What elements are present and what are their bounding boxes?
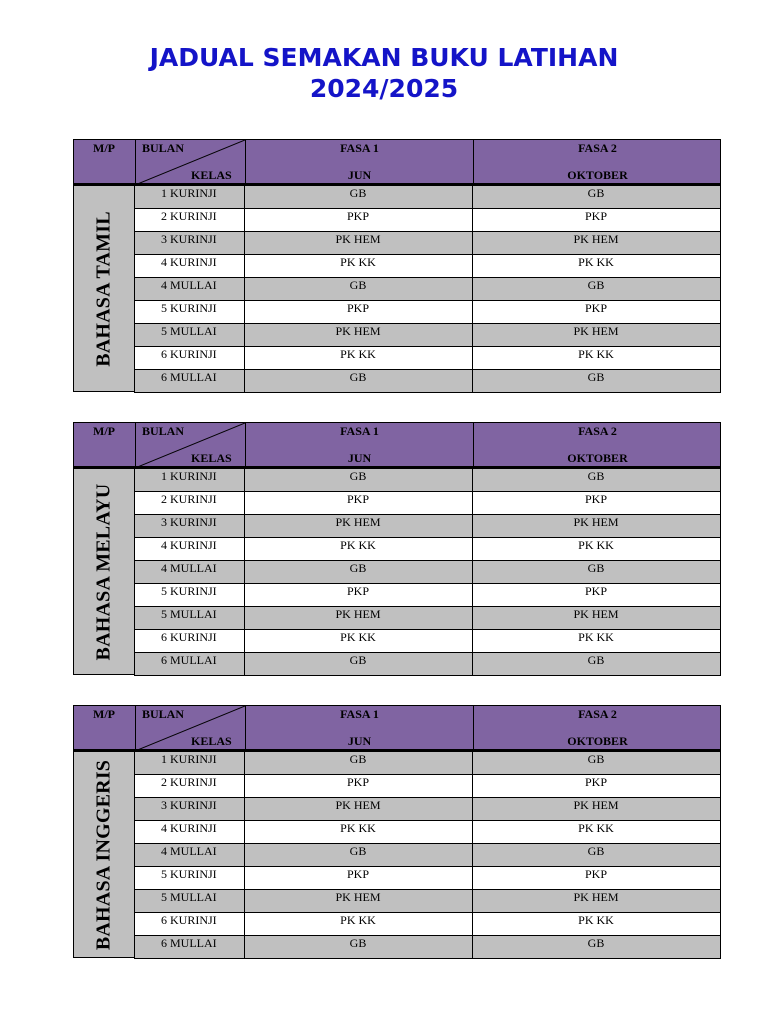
fasa1-cell: PKP bbox=[244, 867, 473, 890]
kelas-cell: 6 MULLAI bbox=[134, 936, 245, 959]
fasa2-cell: GB bbox=[472, 186, 721, 209]
fasa2-cell: PKP bbox=[472, 584, 721, 607]
fasa2-cell: PKP bbox=[472, 209, 721, 232]
table-row bbox=[134, 798, 721, 821]
header-kelas-label: KELAS bbox=[191, 168, 232, 182]
table-row bbox=[134, 913, 721, 936]
table-header bbox=[73, 422, 721, 467]
header-mp-label: M/P bbox=[93, 424, 115, 438]
fasa1-cell: PK KK bbox=[244, 255, 473, 278]
fasa1-cell: PK KK bbox=[244, 630, 473, 653]
table-row bbox=[134, 492, 721, 515]
fasa2-cell: PK HEM bbox=[472, 324, 721, 347]
subject-cell bbox=[73, 469, 135, 675]
subject-label: BAHASA MELAYU bbox=[92, 483, 115, 660]
header-bulan-label: BULAN bbox=[142, 707, 185, 721]
page-subtitle-year: 2024/2025 bbox=[309, 74, 459, 103]
fasa1-cell: GB bbox=[244, 186, 473, 209]
header-fasa2-month: OKTOBER bbox=[567, 168, 628, 182]
table-header bbox=[73, 139, 721, 184]
table-row bbox=[134, 278, 721, 301]
fasa1-cell: PK KK bbox=[244, 347, 473, 370]
kelas-cell: 4 KURINJI bbox=[134, 538, 245, 561]
fasa1-cell: GB bbox=[244, 844, 473, 867]
table-row bbox=[134, 867, 721, 890]
table-body bbox=[134, 186, 721, 393]
table-body bbox=[134, 469, 721, 676]
fasa1-cell: PK HEM bbox=[244, 890, 473, 913]
fasa1-cell: GB bbox=[244, 752, 473, 775]
kelas-cell: 4 KURINJI bbox=[134, 255, 245, 278]
fasa2-cell: GB bbox=[472, 278, 721, 301]
fasa1-cell: PK KK bbox=[244, 821, 473, 844]
fasa2-cell: GB bbox=[472, 752, 721, 775]
fasa2-cell: PK HEM bbox=[472, 515, 721, 538]
kelas-cell: 6 KURINJI bbox=[134, 347, 245, 370]
kelas-cell: 4 MULLAI bbox=[134, 561, 245, 584]
fasa2-cell: PK KK bbox=[472, 347, 721, 370]
fasa2-cell: GB bbox=[472, 653, 721, 676]
fasa2-cell: GB bbox=[472, 936, 721, 959]
table-row bbox=[134, 515, 721, 538]
fasa2-cell: PKP bbox=[472, 301, 721, 324]
table-row bbox=[134, 209, 721, 232]
kelas-cell: 4 MULLAI bbox=[134, 844, 245, 867]
header-fasa1-label: FASA 1 bbox=[340, 141, 379, 155]
table-row bbox=[134, 538, 721, 561]
fasa1-cell: PK HEM bbox=[244, 798, 473, 821]
kelas-cell: 5 KURINJI bbox=[134, 867, 245, 890]
header-bulan-label: BULAN bbox=[142, 424, 185, 438]
table-body bbox=[134, 752, 721, 959]
kelas-cell: 6 MULLAI bbox=[134, 370, 245, 393]
header-fasa2-label: FASA 2 bbox=[578, 141, 617, 155]
fasa2-cell: GB bbox=[472, 370, 721, 393]
header-kelas-label: KELAS bbox=[191, 734, 232, 748]
subject-label: BAHASA INGGERIS bbox=[92, 759, 115, 950]
fasa1-cell: GB bbox=[244, 469, 473, 492]
kelas-cell: 1 KURINJI bbox=[134, 186, 245, 209]
table-row bbox=[134, 584, 721, 607]
kelas-cell: 5 MULLAI bbox=[134, 607, 245, 630]
table-row bbox=[134, 561, 721, 584]
table-row bbox=[134, 232, 721, 255]
fasa2-cell: PK KK bbox=[472, 821, 721, 844]
subject-cell bbox=[73, 186, 135, 392]
header-fasa2-label: FASA 2 bbox=[578, 707, 617, 721]
fasa2-cell: PK KK bbox=[472, 538, 721, 561]
header-mp-label: M/P bbox=[93, 141, 115, 155]
header-fasa1-month: JUN bbox=[347, 168, 372, 182]
subject-cell bbox=[73, 752, 135, 958]
fasa1-cell: PKP bbox=[244, 209, 473, 232]
header-bulan-label: BULAN bbox=[142, 141, 185, 155]
kelas-cell: 6 KURINJI bbox=[134, 913, 245, 936]
fasa1-cell: PK KK bbox=[244, 913, 473, 936]
kelas-cell: 1 KURINJI bbox=[134, 752, 245, 775]
fasa1-cell: PKP bbox=[244, 301, 473, 324]
table-row bbox=[134, 936, 721, 959]
kelas-cell: 5 KURINJI bbox=[134, 584, 245, 607]
fasa1-cell: GB bbox=[244, 561, 473, 584]
header-fasa1-label: FASA 1 bbox=[340, 707, 379, 721]
table-row bbox=[134, 324, 721, 347]
fasa1-cell: PK HEM bbox=[244, 232, 473, 255]
header-fasa1-month: JUN bbox=[347, 734, 372, 748]
fasa2-cell: PK KK bbox=[472, 630, 721, 653]
fasa1-cell: GB bbox=[244, 278, 473, 301]
subject-label: BAHASA TAMIL bbox=[92, 210, 115, 367]
table-row bbox=[134, 301, 721, 324]
fasa2-cell: PK KK bbox=[472, 255, 721, 278]
fasa1-cell: PK HEM bbox=[244, 607, 473, 630]
fasa1-cell: PK HEM bbox=[244, 515, 473, 538]
kelas-cell: 5 KURINJI bbox=[134, 301, 245, 324]
fasa1-cell: GB bbox=[244, 370, 473, 393]
kelas-cell: 2 KURINJI bbox=[134, 492, 245, 515]
kelas-cell: 3 KURINJI bbox=[134, 515, 245, 538]
kelas-cell: 6 KURINJI bbox=[134, 630, 245, 653]
fasa2-cell: PK KK bbox=[472, 913, 721, 936]
fasa2-cell: PK HEM bbox=[472, 890, 721, 913]
fasa2-cell: PKP bbox=[472, 492, 721, 515]
kelas-cell: 3 KURINJI bbox=[134, 232, 245, 255]
fasa1-cell: PKP bbox=[244, 775, 473, 798]
table-row bbox=[134, 607, 721, 630]
header-fasa2-month: OKTOBER bbox=[567, 451, 628, 465]
schedule-table bbox=[73, 139, 721, 392]
fasa1-cell: GB bbox=[244, 936, 473, 959]
table-row bbox=[134, 653, 721, 676]
table-row bbox=[134, 186, 721, 209]
fasa1-cell: PKP bbox=[244, 584, 473, 607]
kelas-cell: 6 MULLAI bbox=[134, 653, 245, 676]
table-row bbox=[134, 844, 721, 867]
fasa1-cell: GB bbox=[244, 653, 473, 676]
table-row bbox=[134, 255, 721, 278]
header-fasa2-month: OKTOBER bbox=[567, 734, 628, 748]
kelas-cell: 2 KURINJI bbox=[134, 209, 245, 232]
table-header bbox=[73, 705, 721, 750]
page-title: JADUAL SEMAKAN BUKU LATIHAN bbox=[149, 43, 619, 72]
table-row bbox=[134, 890, 721, 913]
kelas-cell: 5 MULLAI bbox=[134, 890, 245, 913]
fasa1-cell: PK HEM bbox=[244, 324, 473, 347]
fasa2-cell: GB bbox=[472, 561, 721, 584]
table-row bbox=[134, 752, 721, 775]
header-fasa2-label: FASA 2 bbox=[578, 424, 617, 438]
fasa2-cell: PK HEM bbox=[472, 798, 721, 821]
fasa2-cell: GB bbox=[472, 469, 721, 492]
kelas-cell: 3 KURINJI bbox=[134, 798, 245, 821]
table-row bbox=[134, 347, 721, 370]
schedule-table bbox=[73, 422, 721, 675]
fasa2-cell: PKP bbox=[472, 775, 721, 798]
fasa2-cell: PK HEM bbox=[472, 607, 721, 630]
kelas-cell: 2 KURINJI bbox=[134, 775, 245, 798]
table-row bbox=[134, 630, 721, 653]
table-row bbox=[134, 775, 721, 798]
schedule-table bbox=[73, 705, 721, 958]
kelas-cell: 4 KURINJI bbox=[134, 821, 245, 844]
table-row bbox=[134, 469, 721, 492]
header-fasa1-label: FASA 1 bbox=[340, 424, 379, 438]
header-fasa1-month: JUN bbox=[347, 451, 372, 465]
fasa1-cell: PK KK bbox=[244, 538, 473, 561]
kelas-cell: 4 MULLAI bbox=[134, 278, 245, 301]
table-row bbox=[134, 821, 721, 844]
kelas-cell: 5 MULLAI bbox=[134, 324, 245, 347]
fasa2-cell: PKP bbox=[472, 867, 721, 890]
header-kelas-label: KELAS bbox=[191, 451, 232, 465]
fasa2-cell: PK HEM bbox=[472, 232, 721, 255]
table-row bbox=[134, 370, 721, 393]
kelas-cell: 1 KURINJI bbox=[134, 469, 245, 492]
fasa1-cell: PKP bbox=[244, 492, 473, 515]
header-mp-label: M/P bbox=[93, 707, 115, 721]
fasa2-cell: GB bbox=[472, 844, 721, 867]
